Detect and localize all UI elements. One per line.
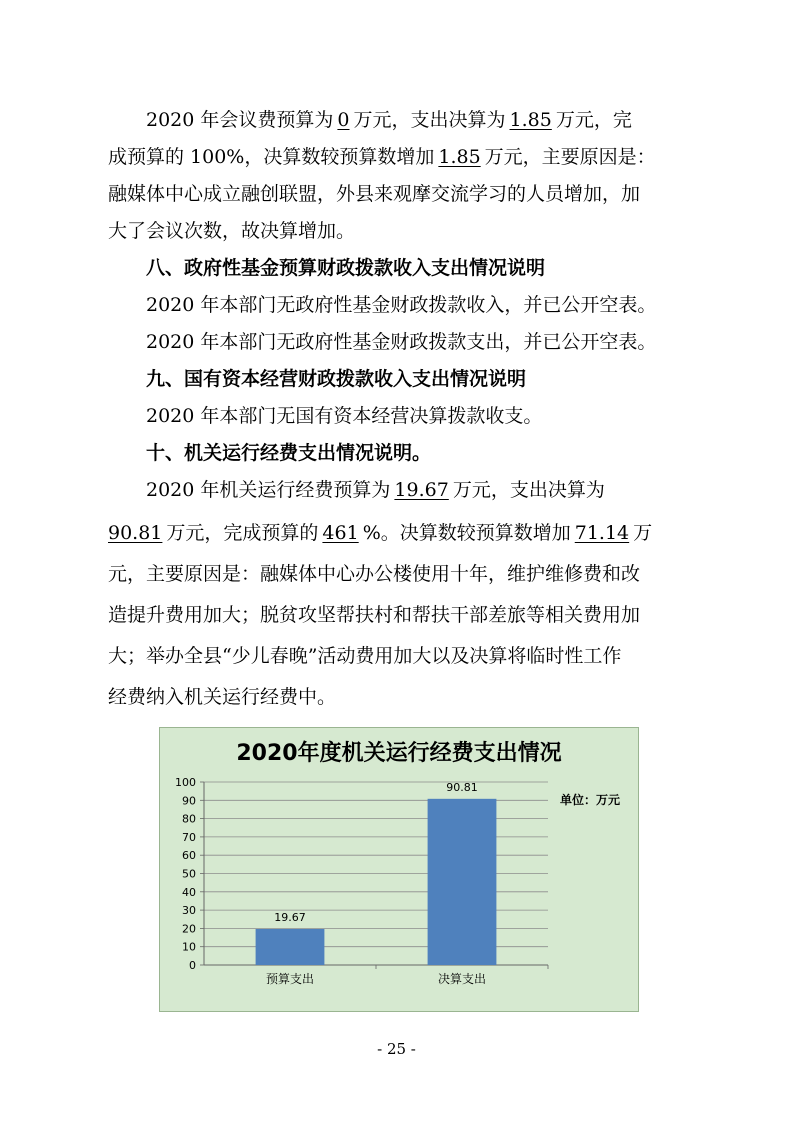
y-tick-label: 70 bbox=[182, 830, 196, 844]
operating-budget-value: 19.67 bbox=[394, 479, 449, 501]
y-tick-label: 10 bbox=[182, 940, 196, 954]
para1-line3: 融媒体中心成立融创联盟，外县来观摩交流学习的人员增加，加 bbox=[108, 183, 641, 205]
operating-actual-value: 90.81 bbox=[108, 522, 163, 544]
meeting-budget-value: 0 bbox=[337, 109, 350, 131]
heading-section-10: 十、机关运行经费支出情况说明。 bbox=[146, 442, 432, 464]
para1-line2 bbox=[108, 144, 698, 170]
text: 2020 年机关运行经费预算为 bbox=[146, 479, 391, 501]
page-number: - 25 - bbox=[377, 1040, 416, 1058]
section10-line3: 元，主要原因是：融媒体中心办公楼使用十年，维护维修费和改 bbox=[108, 563, 641, 585]
text: 成预算的 100%，决算数较预算数增加 bbox=[108, 146, 435, 168]
y-tick-label: 0 bbox=[189, 959, 196, 972]
data-label: 90.81 bbox=[446, 780, 478, 794]
text: 万元，完成预算的 bbox=[166, 522, 319, 544]
heading-section-8: 八、政府性基金预算财政拨款收入支出情况说明 bbox=[146, 257, 546, 279]
operating-increase-value: 71.14 bbox=[574, 522, 630, 544]
y-tick-label: 50 bbox=[182, 867, 196, 881]
section10-line6: 经费纳入机关运行经费中。 bbox=[108, 686, 337, 708]
section8-line1: 2020 年本部门无政府性基金财政拨款收入，并已公开空表。 bbox=[146, 294, 657, 316]
data-label: 19.67 bbox=[274, 911, 306, 925]
section10-line1 bbox=[146, 477, 736, 503]
x-category-label: 预算支出 bbox=[265, 972, 315, 986]
x-category-label: 决算支出 bbox=[437, 972, 487, 986]
section10-line4: 造提升费用加大；脱贫攻坚帮扶村和帮扶干部差旅等相关费用加 bbox=[108, 604, 641, 626]
operating-expense-chart bbox=[159, 727, 639, 1012]
chart-unit-label: 单位：万元 bbox=[560, 793, 621, 807]
text: %。决算数较预算数增加 bbox=[362, 522, 571, 544]
heading-section-9: 九、国有资本经营财政拨款收入支出情况说明 bbox=[146, 368, 527, 390]
para1-line1 bbox=[146, 107, 736, 133]
text: 万元，支出决算为 bbox=[353, 109, 506, 131]
y-tick-label: 20 bbox=[182, 922, 196, 936]
y-tick-label: 60 bbox=[182, 849, 196, 863]
y-tick-label: 40 bbox=[182, 885, 196, 899]
text: 万 bbox=[633, 522, 653, 544]
para1-line4: 大了会议次数，故决算增加。 bbox=[108, 220, 356, 242]
y-tick-label: 30 bbox=[182, 904, 196, 918]
section9-line1: 2020 年本部门无国有资本经营决算拨款收支。 bbox=[146, 405, 543, 427]
section8-line2: 2020 年本部门无政府性基金财政拨款支出，并已公开空表。 bbox=[146, 331, 657, 353]
y-tick-label: 90 bbox=[182, 794, 196, 808]
meeting-increase-value: 1.85 bbox=[438, 146, 481, 168]
text: 万元，主要原因是： bbox=[484, 146, 656, 168]
completion-rate-value: 461 bbox=[322, 522, 359, 544]
section10-line5: 大；举办全县“少儿春晚”活动费用加大以及决算将临时性工作 bbox=[108, 645, 622, 667]
chart-title: 2020年度机关运行经费支出情况 bbox=[236, 741, 562, 766]
y-tick-label: 100 bbox=[175, 776, 196, 789]
meeting-actual-value: 1.85 bbox=[509, 109, 552, 131]
text: 万元，完 bbox=[555, 109, 632, 131]
bar bbox=[428, 799, 497, 965]
section10-line2 bbox=[108, 520, 698, 546]
text: 2020 年会议费预算为 bbox=[146, 109, 334, 131]
bar bbox=[256, 929, 325, 965]
chart-plot bbox=[160, 728, 638, 1011]
text: 万元，支出决算为 bbox=[452, 479, 605, 501]
y-tick-label: 80 bbox=[182, 812, 196, 826]
